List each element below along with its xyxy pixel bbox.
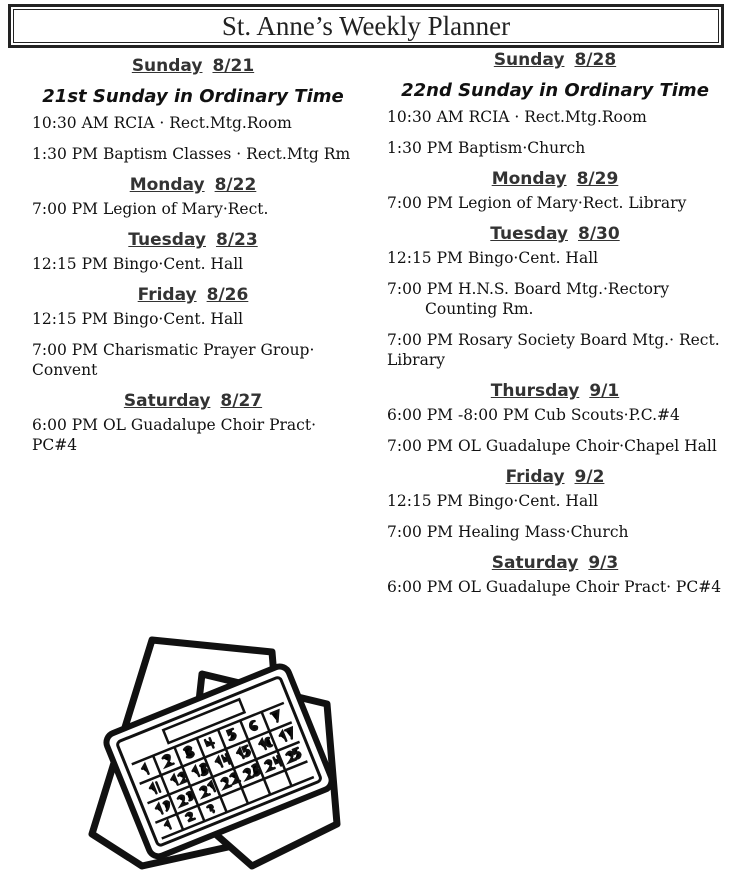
day-name: Tuesday: [128, 230, 206, 250]
event-item: 7:00 PM Legion of Mary·Rect. Library: [387, 194, 687, 212]
day-heading: [387, 467, 723, 487]
day-heading: [387, 169, 723, 189]
day-name: Friday: [505, 467, 565, 487]
event-item: 12:15 PM Bingo·Cent. Hall: [387, 492, 599, 510]
event-item: 1:30 PM Baptism·Church: [387, 139, 586, 157]
day-name: Tuesday: [490, 224, 568, 244]
event-item: 6:00 PM OL Guadalupe Choir Pract· PC#4: [32, 416, 317, 454]
left-column: [32, 50, 354, 466]
day-date: 8/21: [212, 56, 255, 76]
day-name: Monday: [129, 175, 205, 195]
event-item: 7:00 PM Charismatic Prayer Group· Convent: [32, 341, 315, 379]
day-heading: [32, 56, 354, 76]
day-date: 8/29: [576, 169, 619, 189]
event-item: 7:00 PM Healing Mass·Church: [387, 523, 629, 541]
day-name: Thursday: [490, 381, 580, 401]
day-heading: [32, 391, 354, 411]
day-date: 9/3: [588, 553, 619, 573]
day-date: 9/1: [589, 381, 620, 401]
day-name: Saturday: [491, 553, 579, 573]
event-item: 10:30 AM RCIA · Rect.Mtg.Room: [387, 108, 647, 126]
day-date: 8/22: [214, 175, 257, 195]
day-heading: [387, 381, 723, 401]
day-date: 8/27: [220, 391, 263, 411]
event-item: 7:00 PM H.N.S. Board Mtg.·Rectory Counting Rm.: [387, 280, 670, 318]
liturgical-subtitle: 22nd Sunday in Ordinary Time: [401, 80, 709, 101]
event-item: 6:00 PM OL Guadalupe Choir Pract· PC#4: [387, 578, 722, 596]
day-heading: [387, 50, 723, 70]
event-item: 10:30 AM RCIA · Rect.Mtg.Room: [32, 114, 292, 132]
day-date: 8/30: [577, 224, 620, 244]
event-item: 12:15 PM Bingo·Cent. Hall: [32, 255, 244, 273]
right-column: [387, 50, 723, 608]
day-name: Saturday: [123, 391, 211, 411]
day-name: Sunday: [493, 50, 565, 70]
event-item: 12:15 PM Bingo·Cent. Hall: [387, 249, 599, 267]
day-date: 8/28: [574, 50, 617, 70]
event-item: 6:00 PM -8:00 PM Cub Scouts·P.C.#4: [387, 406, 680, 424]
event-item: 7:00 PM OL Guadalupe Choir·Chapel Hall: [387, 437, 717, 455]
day-name: Sunday: [131, 56, 203, 76]
calendar-icon: [82, 634, 352, 878]
day-name: Friday: [137, 285, 197, 305]
day-date: 8/26: [206, 285, 249, 305]
day-name: Monday: [491, 169, 567, 189]
title-box: [8, 4, 724, 48]
page-title: St. Anne’s Weekly Planner: [13, 9, 719, 43]
day-heading: [32, 285, 354, 305]
day-date: 8/23: [215, 230, 258, 250]
event-item: 7:00 PM Legion of Mary·Rect.: [32, 200, 269, 218]
day-heading: [32, 175, 354, 195]
event-item: 12:15 PM Bingo·Cent. Hall: [32, 310, 244, 328]
day-heading: [32, 230, 354, 250]
event-item: 1:30 PM Baptism Classes · Rect.Mtg Rm: [32, 145, 351, 163]
day-date: 9/2: [574, 467, 605, 487]
event-item: 7:00 PM Rosary Society Board Mtg.· Rect. Library: [387, 331, 720, 369]
day-heading: [387, 224, 723, 244]
liturgical-subtitle: 21st Sunday in Ordinary Time: [42, 86, 344, 107]
day-heading: [387, 553, 723, 573]
